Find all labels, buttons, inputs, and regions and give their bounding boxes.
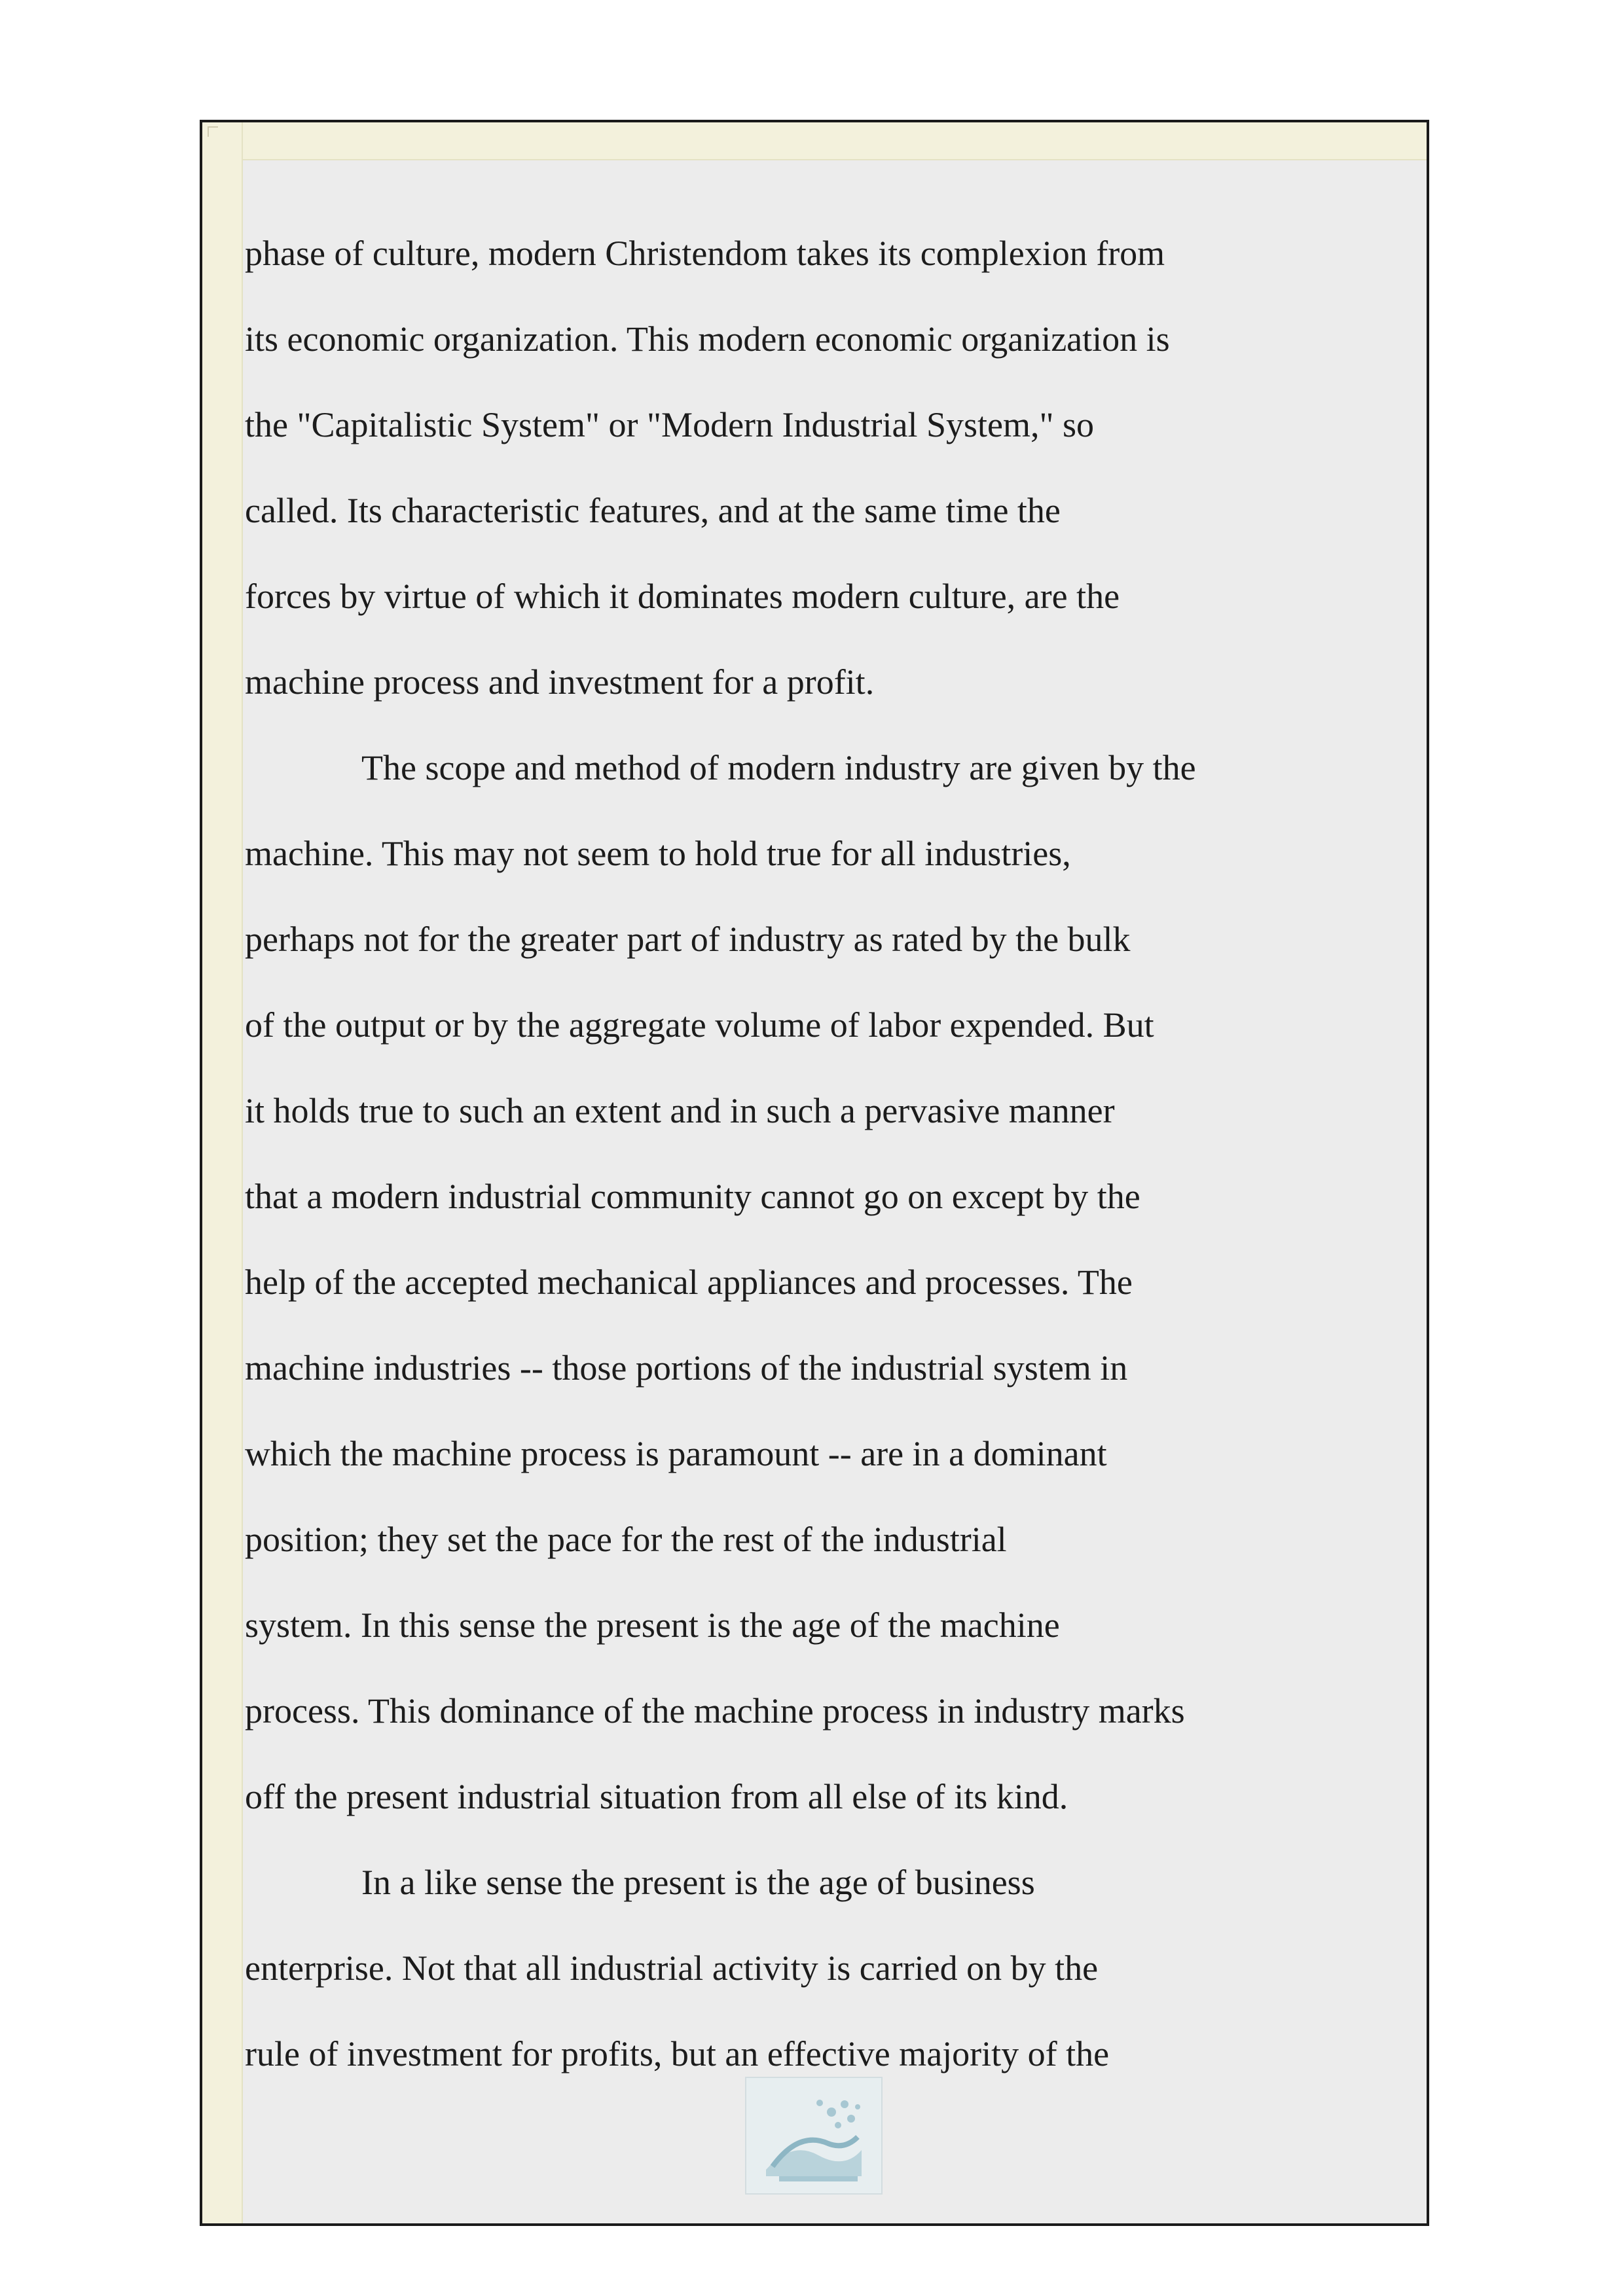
paragraph-start-line: In a like sense the present is the age of business bbox=[361, 1863, 1035, 1902]
body-text bbox=[245, 211, 1319, 2097]
paragraph-start-line: The scope and method of modern industry are given by the bbox=[361, 748, 1196, 787]
text-line: help of the accepted mechanical appliances and processes. The bbox=[245, 1263, 1133, 1302]
text-line: machine industries -- those portions of the industrial system in bbox=[245, 1348, 1128, 1388]
text-line: perhaps not for the greater part of industry as rated by the bulk bbox=[245, 920, 1131, 959]
text-line: it holds true to such an extent and in such a pervasive manner bbox=[245, 1091, 1115, 1130]
text-line: forces by virtue of which it dominates modern culture, are the bbox=[245, 577, 1120, 616]
text-line: process. This dominance of the machine process in industry marks bbox=[245, 1691, 1185, 1731]
publisher-logo-icon bbox=[745, 2077, 883, 2195]
text-line: the "Capitalistic System" or "Modern Industrial System," so bbox=[245, 405, 1095, 444]
left-margin-strip bbox=[202, 122, 243, 2223]
text-line: off the present industrial situation from all else of its kind. bbox=[245, 1777, 1068, 1816]
text-line: its economic organization. This modern economic organization is bbox=[245, 319, 1170, 359]
text-line: enterprise. Not that all industrial activity is carried on by the bbox=[245, 1948, 1099, 1988]
corner-mark bbox=[208, 126, 218, 137]
text-line: position; they set the pace for the rest of the industrial bbox=[245, 1520, 1007, 1559]
text-line: machine process and investment for a profit. bbox=[245, 662, 875, 702]
text-line: phase of culture, modern Christendom takes its complexion from bbox=[245, 234, 1165, 273]
top-margin-strip bbox=[243, 122, 1427, 160]
text-line: system. In this sense the present is the age of the machine bbox=[245, 1605, 1060, 1645]
text-line: which the machine process is paramount -- are in a dominant bbox=[245, 1434, 1107, 1473]
text-line: called. Its characteristic features, and at the same time the bbox=[245, 491, 1061, 530]
text-line: of the output or by the aggregate volume of labor expended. But bbox=[245, 1005, 1154, 1045]
text-line: that a modern industrial community cannot go on except by the bbox=[245, 1177, 1140, 1216]
text-line: machine. This may not seem to hold true for all industries, bbox=[245, 834, 1071, 873]
text-line: rule of investment for profits, but an effective majority of the bbox=[245, 2034, 1110, 2073]
